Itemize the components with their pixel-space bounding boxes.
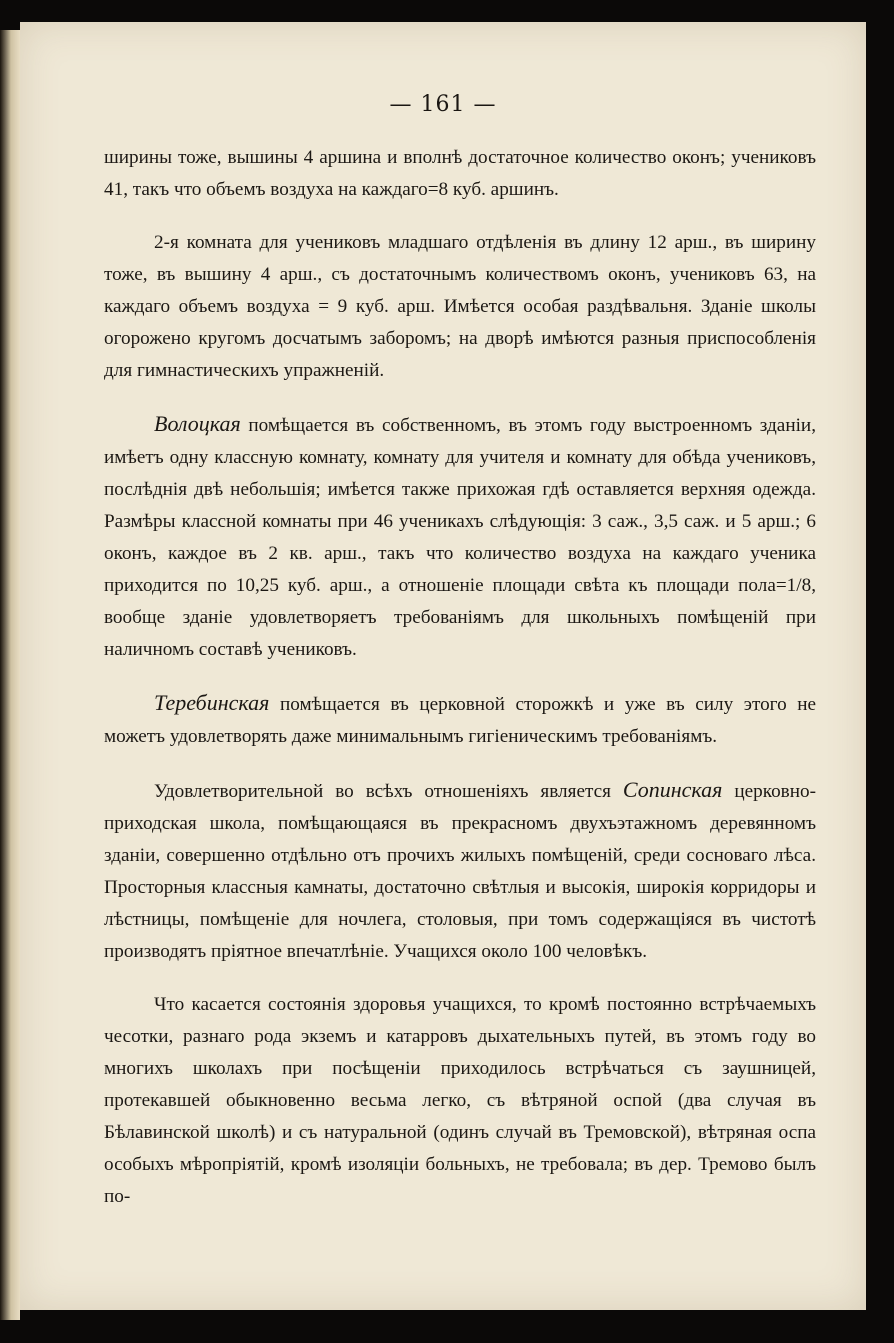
school-name: Теребинская (154, 690, 270, 715)
school-name: Волоцкая (154, 411, 241, 436)
paragraph-volotskaya-school (104, 408, 816, 666)
paragraph-text-before: Удовлетворительной во всѣхъ отношеніяхъ является (154, 781, 623, 802)
paragraph-sopinskaya-school (104, 774, 816, 968)
paragraph-text: Что касается состоянія здоровья учащихся, то кромѣ постоянно встрѣчаемыхъ чесотки, разнаго рода экземъ и катарровъ дыхательныхъ путей, въ этомъ году во многихъ школахъ при посѣщеніи приходилось встрѣчаться съ заушницей, протекавшей обыкновенно весьма легко, съ вѣтряной оспой (два случая въ Бѣлавинской школѣ) и съ натуральной (одинъ случай въ Тремовской), вѣтряная оспа особыхъ мѣропріятій, кромѣ изоляціи больныхъ, не требовала; въ дер. Тремово былъ по- (104, 994, 816, 1207)
paragraph-text: 2-я комната для учениковъ младшаго отдѣленія въ длину 12 арш., въ ширину тоже, въ вышину 4 арш., съ достаточнымъ количествомъ оконъ, учениковъ 63, на каждаго объемъ воздуха = 9 куб. арш. Имѣется особая раздѣвальня. Зданіе школы огорожено кругомъ досчатымъ заборомъ; на дворѣ имѣются разныя приспособленія для гимнастическихъ упражненій. (104, 232, 816, 381)
school-name: Сопинская (622, 777, 723, 802)
paragraph-second-room (104, 227, 816, 387)
paragraph-text: ширины тоже, вышины 4 аршина и вполнѣ достаточное количество оконъ; учениковъ 41, такъ что объемъ воздуха на каждаго=8 куб. аршинъ. (104, 147, 816, 200)
paragraph-dimensions-continued (104, 142, 816, 206)
paragraph-text: помѣщается въ собственномъ, въ этомъ году выстроенномъ зданіи, имѣетъ одну классную комнату, комнату для учителя и комнату для обѣда учениковъ, послѣднія двѣ небольшія; имѣется также прихожая гдѣ оставляется верхняя одежда. Размѣры классной комнаты при 46 ученикахъ слѣдующія: 3 саж., 3,5 саж. и 5 арш.; 6 оконъ, каждое въ 2 кв. арш., такъ что количество воздуха на каждаго ученика приходится по 10,25 куб. арш., а отношеніе площади свѣта къ площади пола=1/8, вообще зданіе удовлетворяетъ требованіямъ для школьныхъ помѣщеній при наличномъ составѣ учениковъ. (104, 415, 816, 660)
paragraph-text: помѣщается въ церковной сторожкѣ и уже въ силу этого не можетъ удовлетворять даже минимальнымъ гигіеническимъ требованіямъ. (104, 694, 816, 747)
book-page (20, 22, 866, 1310)
paragraph-health-status (104, 989, 816, 1213)
paragraph-text: церковно-приходская школа, помѣщающаяся въ прекрасномъ двухъэтажномъ деревянномъ зданіи, совершенно отдѣльно отъ прочихъ жилыхъ помѣщеній, среди сосноваго лѣса. Просторныя классныя камнаты, достаточно свѣтлыя и высокія, широкія корридоры и лѣстницы, помѣщеніе для ночлега, столовыя, при томъ содержащіяся въ чистотѣ производятъ пріятное впечатлѣніе. Учащихся около 100 человѣкъ. (104, 781, 816, 962)
paragraph-terebinskaya-school (104, 687, 816, 753)
book-spine-edge (0, 30, 20, 1320)
page-body (104, 142, 816, 1234)
page-number: — 161 — (389, 92, 497, 117)
